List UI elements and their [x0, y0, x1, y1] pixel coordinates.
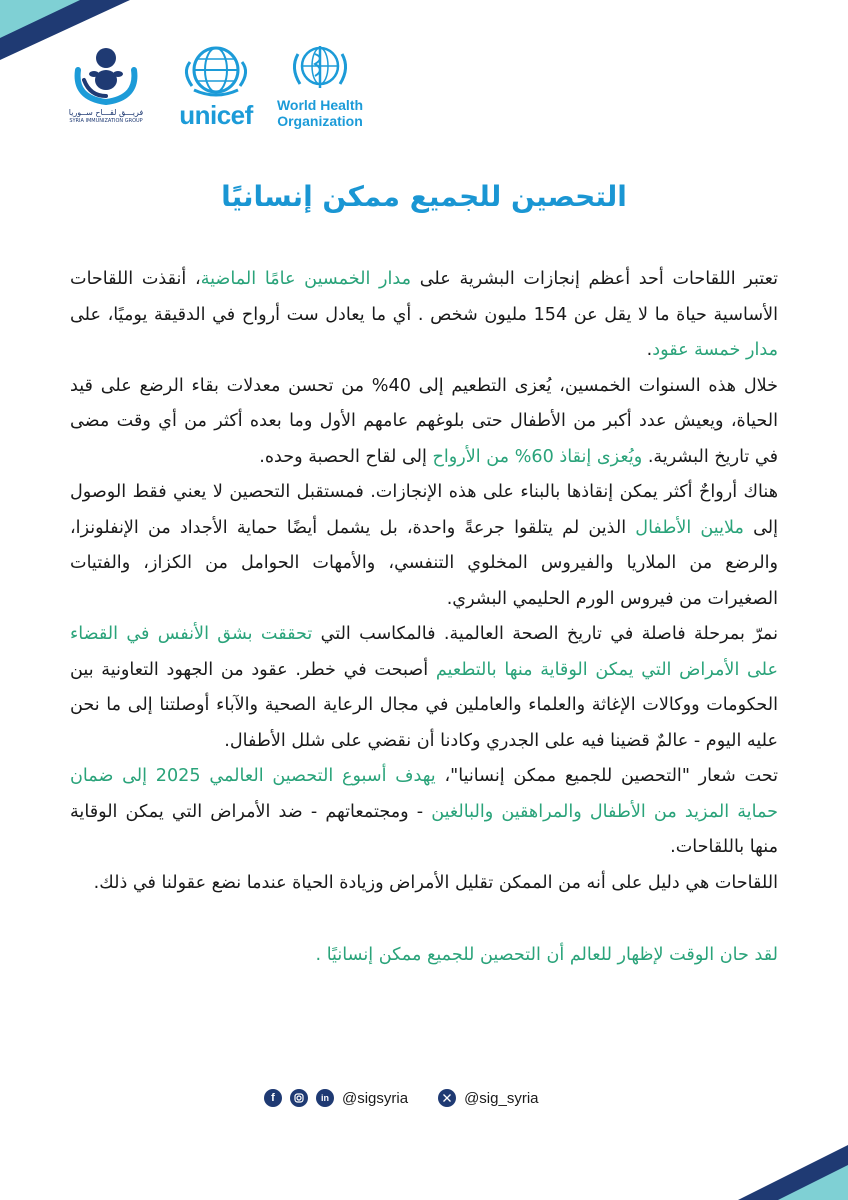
p1-highlight-b: مدار الخمسين عامًا الماضية — [200, 269, 412, 289]
p1-text-c: ، أنقذت اللقاحات الأساسية حياة ما لا يقل عن 154 مليون شخص . أي ما يعادل ست أرواح في الدقيقة يوميًا، على — [70, 269, 778, 325]
sig-english-name: SYRIA IMMUNIZATION GROUP — [69, 118, 143, 124]
unicef-emblem-icon — [166, 40, 266, 100]
baby-hands-icon — [70, 40, 142, 108]
paragraph-2 — [70, 369, 778, 476]
p3-highlight-b: ملايين الأطفال — [635, 517, 744, 538]
p1-text-e: . — [646, 340, 653, 360]
paragraph-1 — [70, 262, 778, 369]
handle-sig-syria[interactable]: @sig_syria — [464, 1089, 539, 1107]
linkedin-icon[interactable]: in — [316, 1089, 334, 1107]
who-wordmark-line1: World Health — [276, 97, 364, 113]
closing-line: لقد حان الوقت لإظهار للعالم أن التحصين للجميع ممكن إنسانيًا . — [315, 945, 778, 965]
paragraph-4 — [70, 617, 778, 759]
unicef-wordmark: unicef — [179, 100, 253, 130]
article-body — [70, 262, 778, 974]
p5-highlight-b: يهدف أسبوع التحصين العالمي 2025 إلى ضمان حماية المزيد من الأطفال والمراهقين والبالغين — [70, 766, 778, 822]
unicef-logo — [166, 40, 266, 130]
who-logo — [270, 40, 370, 130]
paragraph-6: اللقاحات هي دليل على أنه من الممكن تقليل الأمراض وزيادة الحياة عندما نضع عقولنا في ذلك. — [93, 872, 778, 893]
p2-text-a: خلال هذه السنوات الخمسين، يُعزى التطعيم إلى 40% من تحسن معدلات بقاء الرضع على قيد الحياة، ويعيش عدد أكبر من الأطفال حتى بلوغهم عامهم الأول وما بعده أكثر من أي وقت مضى في تاريخ البشرية. — [70, 375, 778, 467]
instagram-icon[interactable] — [290, 1089, 308, 1107]
p5-text-a: تحت شعار "التحصين للجميع ممكن إنسانيا"، — [435, 766, 779, 786]
who-wordmark-line2: Organization — [277, 113, 363, 129]
paragraph-5 — [70, 759, 778, 866]
x-icon[interactable] — [438, 1089, 456, 1107]
sig-logo — [68, 40, 144, 124]
p3-text-a: هناك أرواحٌ أكثر يمكن إنقاذها بالبناء على هذه الإنجازات. فمستقبل التحصين لا يعني فقط الوصول إلى — [70, 482, 778, 538]
p5-text-c: - ومجتمعاتهم - ضد الأمراض التي يمكن الوقاية منها باللقاحات. — [70, 801, 778, 857]
p2-highlight-b: ويُعزى إنقاذ 60% من الأرواح — [432, 446, 643, 467]
handle-sigsyria[interactable]: @sigsyria — [342, 1089, 409, 1107]
page-title: التحصين للجميع ممكن إنسانيًا — [221, 180, 627, 213]
facebook-icon[interactable]: f — [264, 1089, 282, 1107]
p4-text-a: نمرّ بمرحلة فاصلة في تاريخ الصحة العالمية. فالمكاسب التي — [312, 624, 778, 644]
logo-bar — [70, 40, 370, 130]
paragraph-3 — [70, 475, 778, 617]
p2-text-c: إلى لقاح الحصبة وحده. — [259, 446, 433, 467]
who-emblem-icon — [270, 40, 370, 96]
corner-decoration-bottom-right — [738, 1145, 848, 1200]
p4-text-c: أصبحت في خطر. عقود من الجهود التعاونية بين الحكومات ووكالات الإغاثة والعلماء والعاملين في مجال الرعاية الصحية والآباء أوصلتنا إلى ما نحن عليه اليوم - عالمٌ قضينا فيه على الجدري وكادنا أن نقضي على شلل الأطفال. — [70, 659, 778, 751]
p3-text-c: الذين لم يتلقوا جرعةً واحدة، بل يشمل أيضًا حماية الأجداد من الإنفلونزا، والرضع من الملاريا والفيروس المخلوي التنفسي، والأمهات الحوامل من الكزاز، والفتيات الصغيرات من فيروس الورم الحليمي البشري. — [70, 517, 778, 609]
p1-text-a: تعتبر اللقاحات أحد أعظم إنجازات البشرية على — [411, 269, 778, 289]
p4-highlight-b: تحققت بشق الأنفس في القضاء على الأمراض التي يمكن الوقاية منها بالتطعيم — [70, 624, 778, 680]
p1-highlight-d: مدار خمسة عقود — [652, 340, 778, 360]
sig-arabic-name: فريـــق لقـــاح ســوريا — [68, 108, 144, 117]
social-footer — [264, 1085, 539, 1111]
